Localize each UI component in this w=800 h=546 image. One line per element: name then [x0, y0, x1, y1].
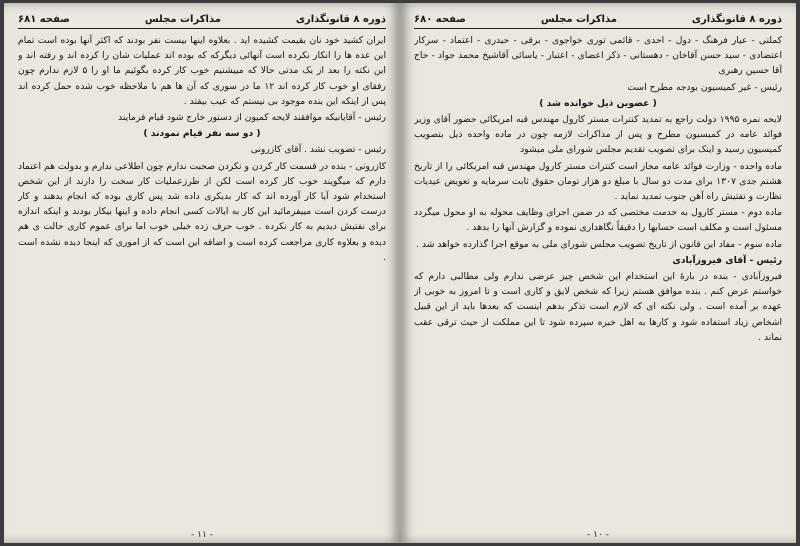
- left-page: [4, 3, 400, 543]
- paragraph: کملتی - عیار فرهنگ - دول - احدی - قائمی توری خواجوی - برقی - حیدری - اعتماد - سرکار اعتضادی - سید حسن آقاخان - دهستانی - ذکر اعضای - اعتبار - یاسائی آقاشیخ محمد جواد - حاج آقا حسین رهبری: [414, 35, 782, 77]
- paragraph: فیروزآبادی - بنده در بارهٔ این استخدام این شخص چیز عرضی ندارم ولی مطالبی دارم که خواستم عرض کنم . بنده موافق هستم زیرا که شخص لایق و کاری است و تا امروز به خوبی از عهده بر آمده است . ولی نکته ای که لازم است تذکر بدهم اینست که بعدها باید از این قبیل اشخاص زیاد استفاده شود و کارها به اهل خبره سپرده شود تا این مملکت از حیث ترقی عقب نماند .: [414, 271, 782, 343]
- book-spread: [4, 3, 796, 543]
- right-page-body: [414, 33, 782, 525]
- paragraph: ایران کشید خود نان بقیمت کشیده اید . بعلاوه اینها بیست نفر بودند که اکثر آنها بوده است تمام این عده ها را انکار نکرده است آنهائی دیگرکه که بوده اند عملیات شان را کرده اند و رفته اند و این نکته را بعد از یک مدتی حالا که مییشنیم خوب کار کرده بگوئیم ما او را ۵ لازم ندارم چون رفقای او خوب کار کرده اند ۱۲ ما در سوری که آن ها هم با ملاحظه خوب شده حمل کرده اند پس از اینکه این بنده موجود بی نیستم که عیب بیفتد .: [18, 35, 386, 107]
- left-header-title: مذاکرات مجلس: [144, 13, 221, 25]
- paragraph: رئیس - غیر کمیسیون بودجه مطرح است: [627, 81, 782, 93]
- paragraph: ( عضوین ذیل خوانده شد ): [539, 97, 657, 109]
- right-header-volume: ذوره ۸ قانونگذاری: [691, 13, 782, 25]
- right-header-title: مذاکرات مجلس: [540, 13, 617, 25]
- paragraph: ماده دوم - مستر کارول به خدمت مختصی که در ضمن اجرای وظایف محوله به او محول میگردد مسئول است و مکلف است حسابها را دقیقاً نگاهداری نموده و گزارش آنها را بدهد .: [414, 207, 782, 234]
- paragraph: ماده واحده - وزارت فوائد عامه مجاز است کنترات مستر کارول مهندس قبه امریکائی را از تاریخ هشتم جدی ۱۳۰۷ برای مدت دو سال با مبلغ دو هزار تومان حقوق ثابت سرمایه و تعویض عیدیات نظارت و تفتیش راه آهن جنوب تمدید نماید .: [414, 160, 782, 203]
- paragraph: رئیس - آقایانیکه موافقند لایحه کمیون از دستور خارج شود قیام فرمایند: [118, 112, 386, 124]
- paragraph: رئیس - تصویب نشد . آقای کازرونی: [250, 144, 386, 156]
- right-page-footer: - ۱۰ -: [587, 530, 609, 540]
- paragraph: ماده سوم - مفاد این قانون از تاریخ تصویب مجلس شورای ملی به موقع اجرا گذارده خواهد شد .: [416, 238, 782, 250]
- left-page-header: [18, 10, 386, 29]
- left-header-volume: ذوره ۸ قانونگذاری: [295, 13, 386, 25]
- left-page-body: [18, 33, 386, 525]
- paragraph: لایحه نمره ۱۹۹۵ دولت راجع به تمدید کنترات مستر کارول مهندس قبه امریکائی حضور آقای وزیر فوائد عامه در کمیسیون مطرح و پس از مذاکرات لازمه چون در ماده واحده ذیل بتصویب کمیسیون رسید و اینک برای تصویب تقدیم مجلس شورای ملی میشود: [414, 114, 782, 156]
- paragraph: ( دو سه نفر قیام نمودند ): [143, 128, 261, 140]
- paragraph: کازرونی - بنده در قسمت کار کردن و نکردن صحبت ندارم چون اطلاعی ندارم و بدولت هم اعتماد دارم که میگویند خوب کار کرده است لکن از طرزعملیات کار سخت را دارند از این شخص استخدام شود آیا کار آورده اند که کار بدیکری داده شد پس کاری بوده که انجام بدهند و کار درست کردن است مییفرمائید این کار به ایالات کسی انجام داده و اینها بیکار بودند و اینکه اندازه برای نفتیش دیدیم به کار نکرده . خوب حرف زده خیلی خوب اما برای عموم کاری حالت ی هم دیده و بعلاوه کاری مراجعت کرده است و اضافه این است که از اموری که اینجا دیده نشده است .: [18, 160, 386, 263]
- right-page: [400, 3, 796, 543]
- paragraph: رئیس - آقای فیروزآبادی: [672, 254, 782, 266]
- left-page-footer: - ۱۱ -: [191, 530, 213, 540]
- left-header-page-number: صفحه ۶۸۱: [18, 13, 70, 25]
- right-page-header: [414, 10, 782, 29]
- right-header-page-number: صفحه ۶۸۰: [414, 13, 466, 25]
